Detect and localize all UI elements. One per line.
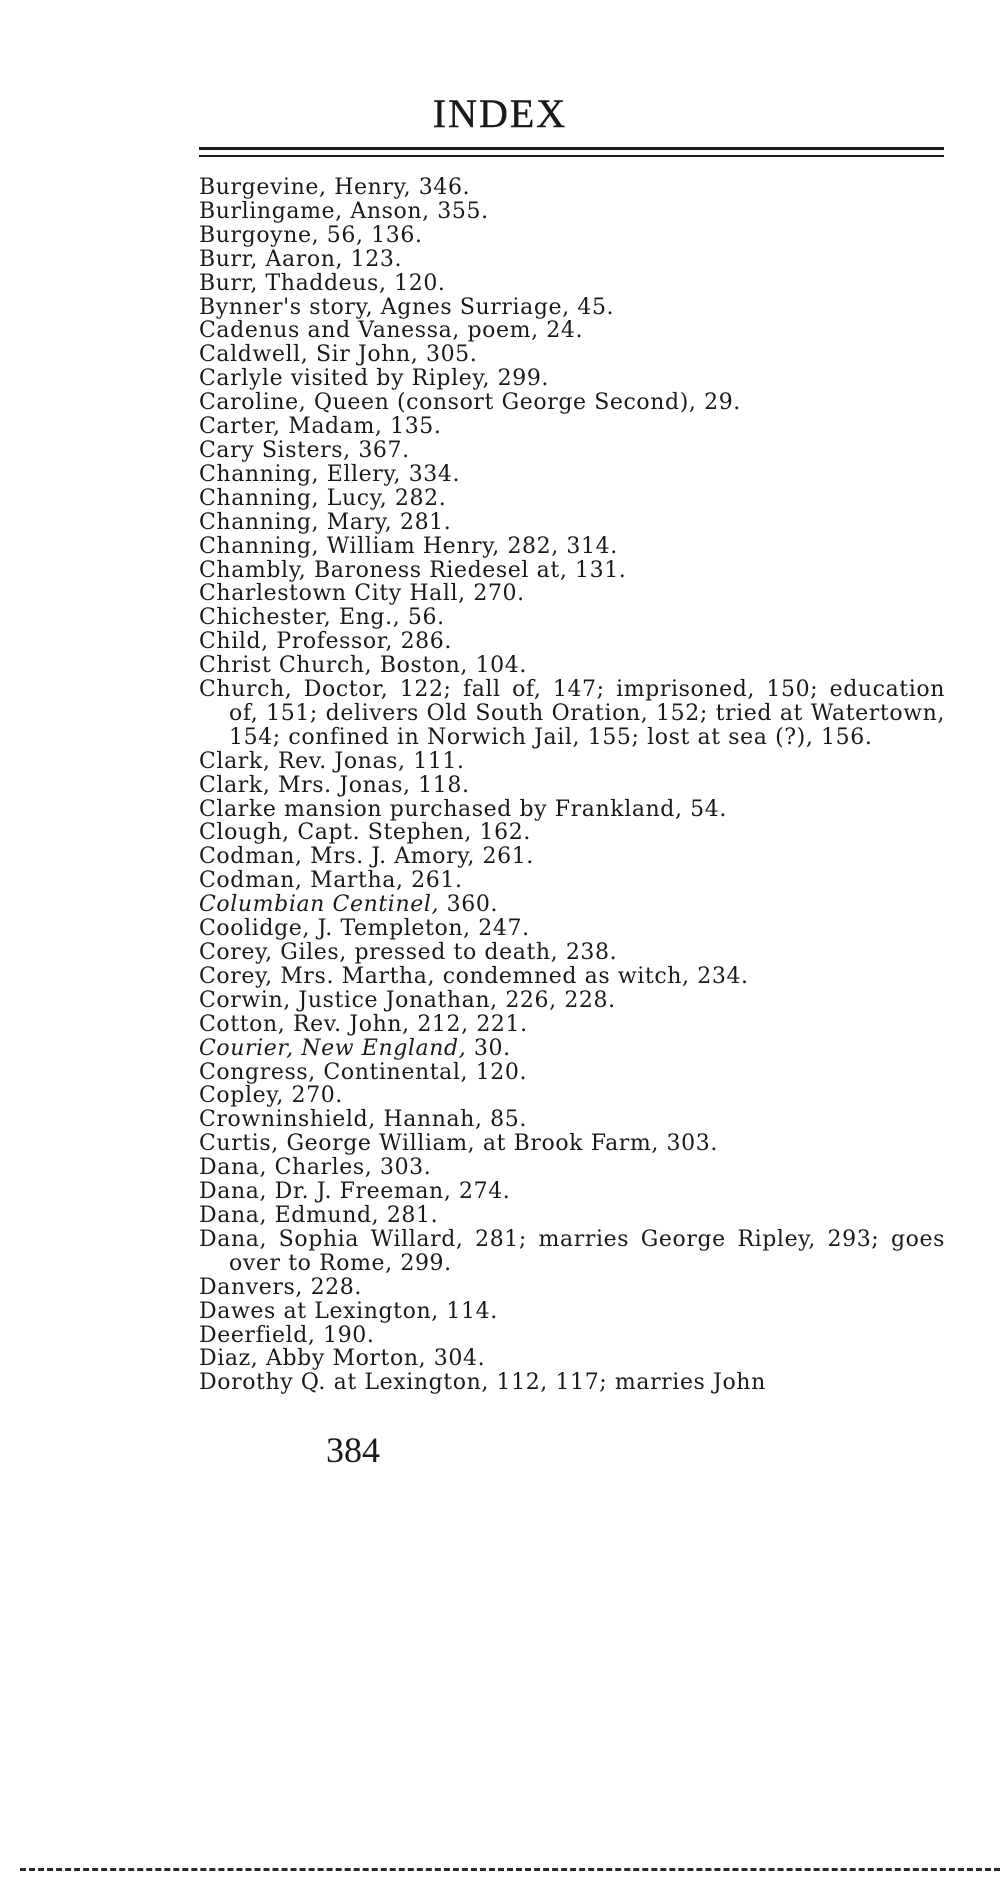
index-entry <box>199 559 945 583</box>
index-entry-text: Columbian Centinel, <box>199 892 440 918</box>
index-entry-text: Clough, Capt. Stephen, 162. <box>199 820 531 846</box>
index-entry <box>199 965 945 989</box>
index-entry-text: Channing, William Henry, 282, 314. <box>199 533 618 559</box>
index-entry <box>199 654 945 678</box>
index-entry <box>199 821 945 845</box>
index-entry-text: Channing, Ellery, 334. <box>199 461 461 487</box>
index-entry <box>199 1037 945 1061</box>
index-entry <box>199 343 945 367</box>
index-entry-text: Carter, Madam, 135. <box>199 414 442 440</box>
index-entry-text: Dawes at Lexington, 114. <box>199 1298 498 1324</box>
index-entry-text: Channing, Mary, 281. <box>199 509 452 535</box>
index-entry <box>199 439 945 463</box>
index-entry-text: Clark, Mrs. Jonas, 118. <box>199 772 470 798</box>
index-entry-text: Diaz, Abby Morton, 304. <box>199 1346 486 1372</box>
index-entry-text: Dorothy Q. at Lexington, 112, 117; marries John <box>199 1370 766 1396</box>
index-entry <box>199 869 945 893</box>
index-entry <box>199 1108 945 1132</box>
index-entry-text: Carlyle visited by Ripley, 299. <box>199 366 550 392</box>
index-entry <box>199 798 945 822</box>
title-rule-bottom <box>199 155 944 157</box>
index-entry-text: Codman, Martha, 261. <box>199 868 463 894</box>
index-entry <box>199 1300 945 1324</box>
index-entry-text: Caroline, Queen (consort George Second), 29. <box>199 390 741 416</box>
index-entry <box>199 535 945 559</box>
index-entry-text: Christ Church, Boston, 104. <box>199 653 527 679</box>
index-entry-text: Deerfield, 190. <box>199 1322 375 1348</box>
index-entry <box>199 367 945 391</box>
index-entry-text: Curtis, George William, at Brook Farm, 303. <box>199 1131 718 1157</box>
index-entry-text: Dana, Charles, 303. <box>199 1155 432 1181</box>
index-entry-text: Burgevine, Henry, 346. <box>199 175 471 200</box>
index-entry <box>199 630 945 654</box>
index-entry-text: Bynner's story, Agnes Surriage, 45. <box>199 294 615 320</box>
index-entry-text: Chichester, Eng., 56. <box>199 605 445 631</box>
index-entry-text: Church, Doctor, 122; fall of, 147; imprisoned, 150; education of, 151; delivers Old South Oration, 152; tried at Watertown, 154; confined in Norwich Jail, 155; lost at sea (?), 156. <box>199 677 945 750</box>
index-entry <box>199 200 945 224</box>
index-entry <box>199 1084 945 1108</box>
index-entry <box>199 1204 945 1228</box>
index-entry-text: Dana, Dr. J. Freeman, 274. <box>199 1179 511 1205</box>
index-entry-text: Charlestown City Hall, 270. <box>199 581 525 607</box>
index-entry-text: Crowninshield, Hannah, 85. <box>199 1107 527 1133</box>
index-entry <box>199 1324 945 1348</box>
index-entry-pages: 360. <box>439 892 499 918</box>
index-entry-text: Coolidge, J. Templeton, 247. <box>199 916 530 942</box>
index-entry-text: Corey, Mrs. Martha, condemned as witch, 234. <box>199 963 749 989</box>
index-entry-text: Danvers, 228. <box>199 1274 362 1300</box>
index-entry-text: Codman, Mrs. J. Amory, 261. <box>199 844 534 870</box>
index-entry <box>199 678 945 750</box>
index-entry-text: Clark, Rev. Jonas, 111. <box>199 748 465 774</box>
index-list <box>199 176 945 1395</box>
index-entry <box>199 1347 945 1371</box>
index-entry-text: Clarke mansion purchased by Frankland, 54. <box>199 796 727 822</box>
index-entry <box>199 296 945 320</box>
index-entry-text: Corwin, Justice Jonathan, 226, 228. <box>199 987 616 1013</box>
index-entry-text: Burlingame, Anson, 355. <box>199 198 489 224</box>
scan-edge-line <box>20 1868 1000 1871</box>
index-entry-text: Dana, Sophia Willard, 281; marries George Ripley, 293; goes over to Rome, 299. <box>199 1226 945 1276</box>
index-entry <box>199 487 945 511</box>
index-entry <box>199 750 945 774</box>
index-entry-text: Congress, Continental, 120. <box>199 1059 528 1085</box>
index-entry <box>199 319 945 343</box>
index-entry-text: Burr, Aaron, 123. <box>199 246 403 272</box>
index-entry-text: Burr, Thaddeus, 120. <box>199 270 446 296</box>
page-title: INDEX <box>432 91 568 136</box>
index-entry-text: Burgoyne, 56, 136. <box>199 222 423 248</box>
page-number: 384 <box>326 1430 380 1470</box>
index-entry <box>199 1013 945 1037</box>
index-entry <box>199 1228 945 1276</box>
index-entry <box>199 845 945 869</box>
index-entry <box>199 893 945 917</box>
index-entry <box>199 463 945 487</box>
index-entry <box>199 1132 945 1156</box>
index-entry-pages: 30. <box>466 1035 511 1061</box>
index-entry <box>199 941 945 965</box>
index-entry-text: Chambly, Baroness Riedesel at, 131. <box>199 557 627 583</box>
index-entry <box>199 582 945 606</box>
index-entry-text: Caldwell, Sir John, 305. <box>199 342 478 368</box>
index-entry <box>199 917 945 941</box>
index-entry-text: Cadenus and Vanessa, poem, 24. <box>199 318 584 344</box>
index-entry <box>199 1371 945 1395</box>
index-entry <box>199 606 945 630</box>
index-entry <box>199 1061 945 1085</box>
index-entry-text: Dana, Edmund, 281. <box>199 1202 439 1228</box>
index-entry <box>199 1180 945 1204</box>
index-entry-text: Cotton, Rev. John, 212, 221. <box>199 1011 528 1037</box>
index-entry <box>199 774 945 798</box>
index-entry <box>199 1156 945 1180</box>
index-entry <box>199 1276 945 1300</box>
index-entry <box>199 989 945 1013</box>
index-entry <box>199 415 945 439</box>
index-entry-text: Courier, New England, <box>199 1035 467 1061</box>
index-entry <box>199 248 945 272</box>
index-entry <box>199 224 945 248</box>
index-entry-text: Channing, Lucy, 282. <box>199 485 447 511</box>
index-entry-text: Copley, 270. <box>199 1083 343 1109</box>
index-entry-text: Cary Sisters, 367. <box>199 437 410 463</box>
index-entry-text: Corey, Giles, pressed to death, 238. <box>199 940 618 965</box>
title-rule-top <box>199 147 944 150</box>
index-entry <box>199 176 945 200</box>
index-entry <box>199 511 945 535</box>
index-entry <box>199 272 945 296</box>
index-entry <box>199 391 945 415</box>
index-entry-text: Child, Professor, 286. <box>199 629 452 655</box>
